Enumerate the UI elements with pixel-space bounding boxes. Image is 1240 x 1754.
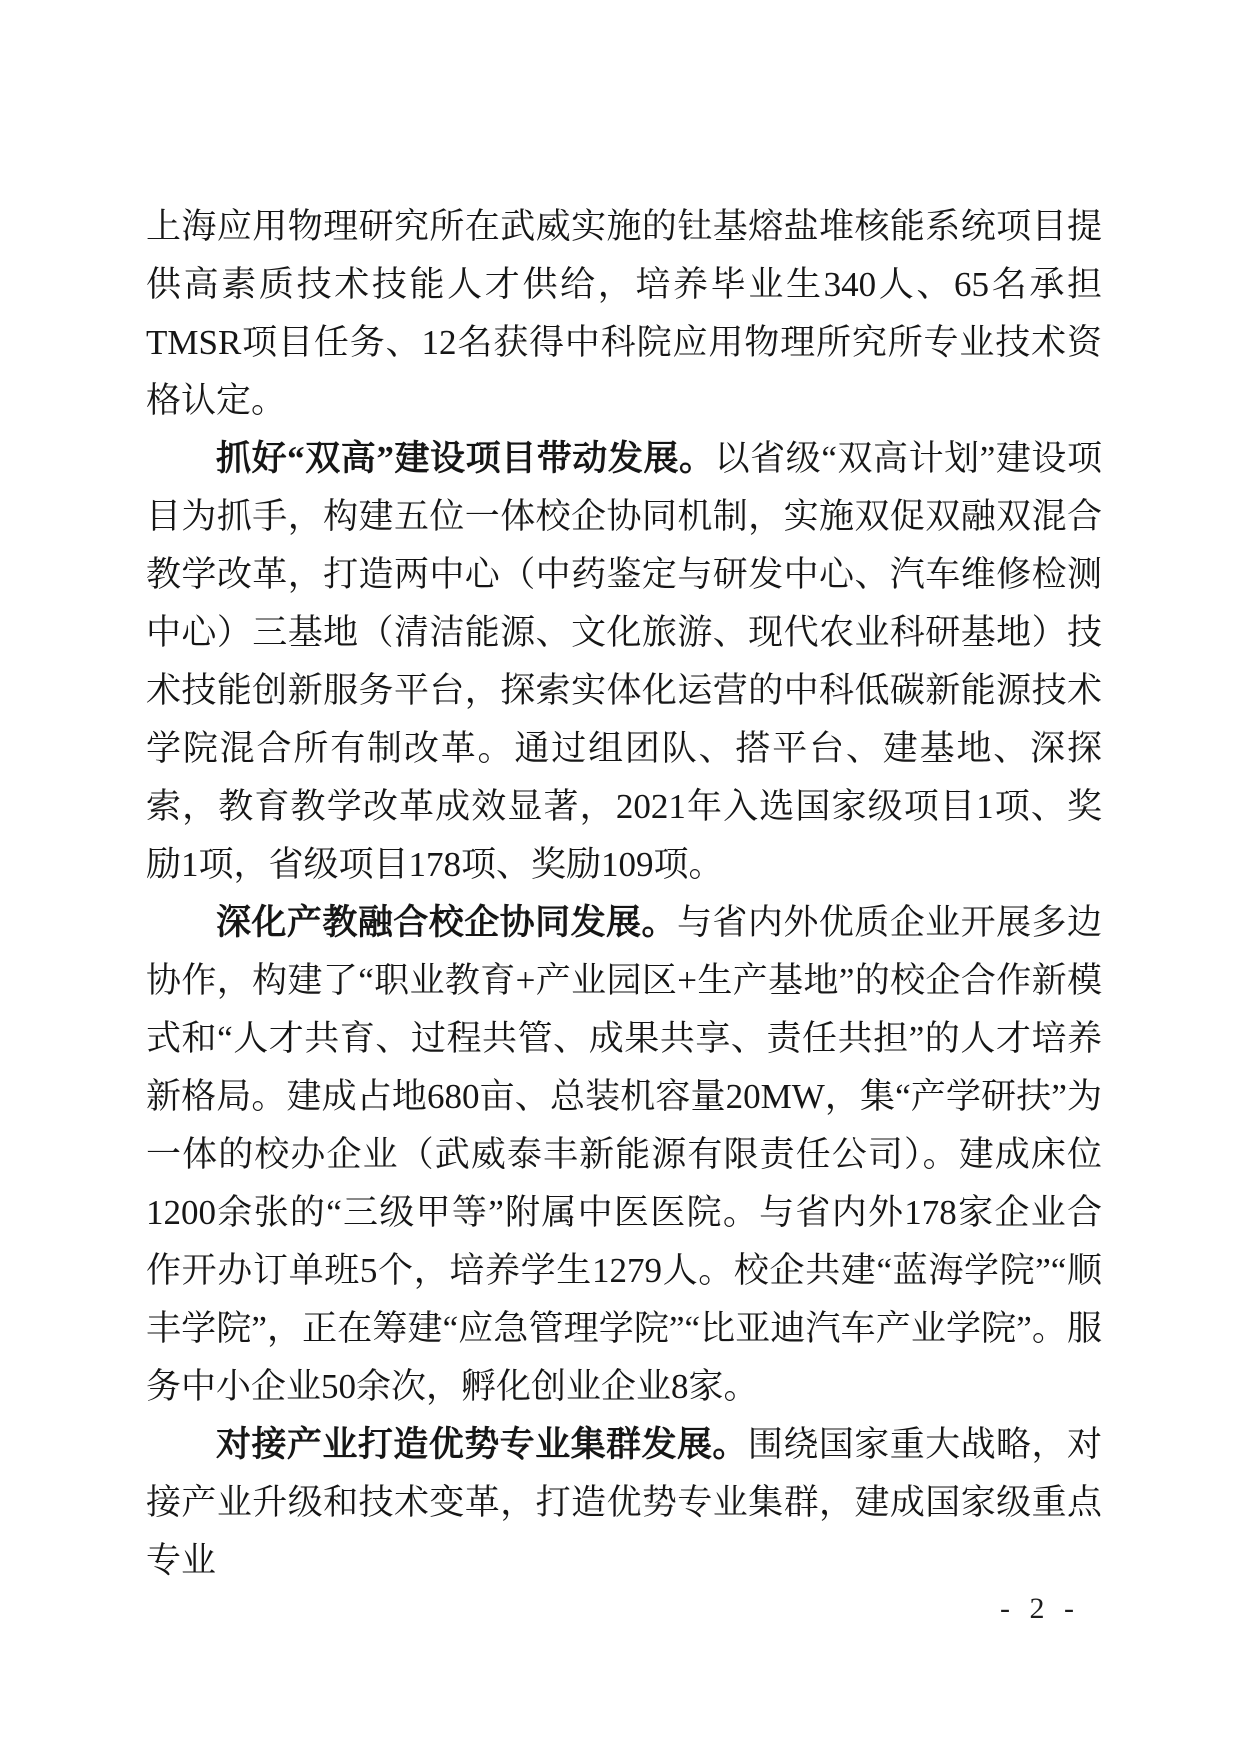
- page-number: - 2 -: [1000, 1592, 1080, 1625]
- paragraph-text: 上海应用物理研究所在武威实施的钍基熔盐堆核能系统项目提供高素质技术技能人才供给，培养毕业生340人、65名承担TMSR项目任务、12名获得中科院应用物理所究所专业技术资格认定。: [146, 207, 1102, 420]
- paragraph-text: 围绕国家重大战略，对接产业升级和技术变革，打造优势专业集群，建成国家级重点专业: [146, 1425, 1102, 1580]
- paragraph-lead-bold: 抓好“双高”建设项目带动发展。: [216, 439, 715, 478]
- paragraph: [146, 198, 1102, 430]
- paragraph-text: 与省内外优质企业开展多边协作，构建了“职业教育+产业园区+生产基地”的校企合作新模式和“人才共育、过程共管、成果共享、责任共担”的人才培养新格局。建成占地680亩、总装机容量20MW，集“产学研扶”为一体的校办企业（武威泰丰新能源有限责任公司）。建成床位1200余张的“三级甲等”附属中医医院。与省内外178家企业合作开办订单班5个，培养学生1279人。校企共建“蓝海学院”“顺丰学院”，正在筹建“应急管理学院”“比亚迪汽车产业学院”。服务中小企业50余次，孵化创业企业8家。: [146, 903, 1102, 1406]
- paragraph-lead-bold: 对接产业打造优势专业集群发展。: [216, 1425, 748, 1464]
- paragraph: [146, 430, 1102, 894]
- paragraph-text: 以省级“双高计划”建设项目为抓手，构建五位一体校企协同机制，实施双促双融双混合教学改革，打造两中心（中药鉴定与研发中心、汽车维修检测中心）三基地（清洁能源、文化旅游、现代农业科研基地）技术技能创新服务平台，探索实体化运营的中科低碳新能源技术学院混合所有制改革。通过组团队、搭平台、建基地、深探索，教育教学改革成效显著，2021年入选国家级项目1项、奖励1项，省级项目178项、奖励109项。: [146, 439, 1102, 884]
- paragraph: [146, 894, 1102, 1416]
- document-body: [146, 198, 1102, 1590]
- paragraph: [146, 1416, 1102, 1590]
- paragraph-lead-bold: 深化产教融合校企协同发展。: [216, 903, 677, 942]
